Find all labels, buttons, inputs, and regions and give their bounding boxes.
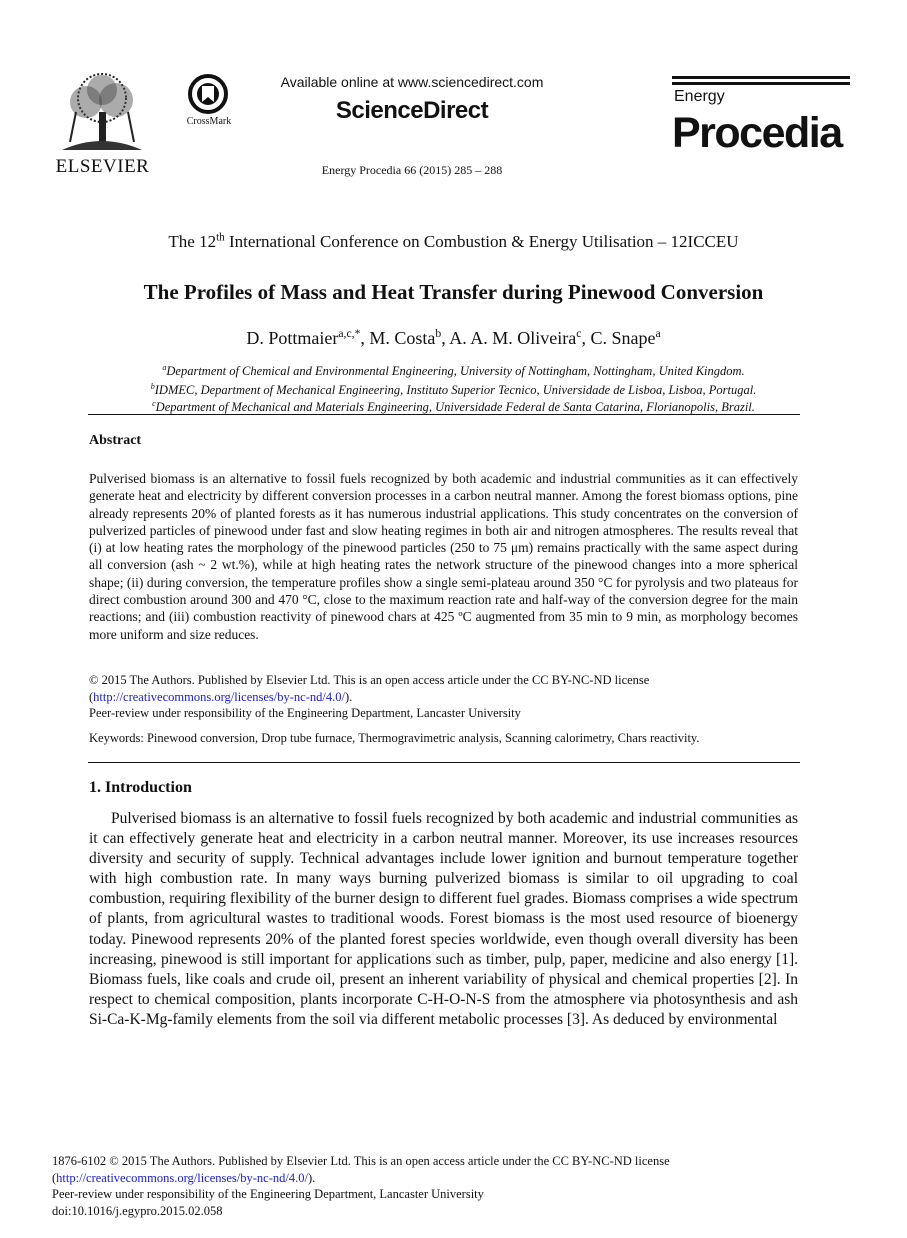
affiliation-mark: b (150, 381, 155, 391)
conference-rest: International Conference on Combustion & Energy Utilisation – 12ICCEU (224, 232, 739, 251)
author-name: M. Costa (369, 328, 436, 348)
keywords-text: Pinewood conversion, Drop tube furnace, Thermogravimetric analysis, Scanning calorimetry, Chars reactivity. (143, 731, 700, 745)
conference-prefix: The 12 (168, 232, 217, 251)
corresponding-author-mark[interactable]: * (354, 327, 361, 340)
author-affiliation-mark: b (435, 327, 442, 340)
crossmark-badge[interactable] (176, 74, 242, 136)
journal-logo-top: Energy (674, 88, 725, 105)
footer-license-link[interactable]: http://creativecommons.org/licenses/by-nc-nd/4.0/ (56, 1170, 308, 1185)
divider-top (88, 414, 800, 415)
author-separator: , (581, 328, 591, 348)
footer (52, 1153, 772, 1219)
affiliation-text: Department of Chemical and Environmental Engineering, University of Nottingham, Nottingham, United Kingdom. (166, 364, 745, 378)
crossmark-label: CrossMark (186, 116, 232, 127)
introduction-body: Pulverised biomass is an alternative to fossil fuels recognized by both academic and industrial communities as it can effectively generate heat and electricity in a carbon neutral manner. Moreover, its use increases resources diversity and security of supply. Technical advantages include lower ignition and burnout temperature together with high combustion rate. In many ways burning pulverized biomass is similar to oil upgrading to coal combustion, requiring flexibility of the burner design to different fuel grades. Biomass comprises a wide spectrum of plants, from agricultural wastes to traditional woods. Forest biomass is the most used resource of bioenergy today. Pinewood represents 20% of the planted forest species worldwide, even though overall diversity has been increasing, pinewood is still important for applications such as timber, pulp, paper, medicine and also energy [1]. Biomass fuels, like coals and crude oil, present an inherent variability of physical and chemical properties [2]. In respect to chemical composition, plants incorporate C-H-O-N-S from the atmosphere via photosynthesis and ash Si-Ca-K-Mg-family elements from the soil via different metabolic processes [3]. As deduced by environmental (89, 810, 798, 1028)
author-affiliation-mark: a,c, (338, 327, 355, 340)
journal-logo (672, 76, 852, 166)
author-list (60, 328, 847, 349)
crossmark-icon (188, 74, 228, 116)
available-online-text[interactable]: Available online at www.sciencedirect.com (280, 74, 544, 90)
license-line (89, 690, 352, 705)
paper-title: The Profiles of Mass and Heat Transfer during Pinewood Conversion (143, 280, 764, 304)
elsevier-tree-icon (56, 72, 148, 154)
affiliation (60, 364, 847, 379)
elsevier-logo (50, 72, 155, 178)
journal-logo-bottom: Procedia (672, 109, 842, 157)
license-close: ). (344, 690, 353, 704)
footer-peer-review: Peer-review under responsibility of the Engineering Department, Lancaster University (52, 1187, 484, 1201)
section-heading: 1. Introduction (89, 779, 192, 796)
license-link[interactable]: http://creativecommons.org/licenses/by-nc-nd/4.0/ (93, 690, 345, 704)
footer-license-close: ). (307, 1170, 316, 1185)
author-separator: , (441, 328, 450, 348)
sciencedirect-logo[interactable]: ScienceDirect (335, 97, 489, 124)
footer-license-open: ( (52, 1170, 57, 1185)
divider-bottom (88, 762, 800, 763)
affiliation-mark: a (162, 362, 167, 372)
peer-review-line: Peer-review under responsibility of the Engineering Department, Lancaster University (89, 706, 521, 720)
license-open: ( (89, 690, 94, 704)
footer-doi[interactable]: doi:10.1016/j.egypro.2015.02.058 (52, 1203, 223, 1218)
journal-reference: Energy Procedia 66 (2015) 285 – 288 (321, 163, 503, 177)
logo-rule (672, 76, 850, 79)
author-name: A. A. M. Oliveira (449, 328, 577, 348)
footer-license-line (52, 1170, 772, 1187)
publisher-name: ELSEVIER (55, 156, 150, 177)
author-separator: , (360, 328, 370, 348)
keywords (89, 731, 809, 746)
author-affiliation-mark: c (576, 327, 582, 340)
abstract-heading: Abstract (89, 433, 142, 448)
footer-issn-line: 1876-6102 © 2015 The Authors. Published by Elsevier Ltd. This is an open access article under the CC BY-NC-ND license (52, 1154, 670, 1168)
author-name: C. Snape (590, 328, 656, 348)
affiliation-text: IDMEC, Department of Mechanical Engineering, Instituto Superior Tecnico, Universidade de Lisboa, Lisboa, Portugal. (154, 383, 757, 397)
affiliation-mark: c (152, 398, 156, 408)
author-name: D. Pottmaier (246, 328, 339, 348)
logo-rule (672, 82, 850, 85)
affiliation (60, 383, 847, 398)
keywords-label: Keywords: (89, 731, 144, 745)
abstract-body: Pulverised biomass is an alternative to fossil fuels recognized by both academic and industrial communities as it can effectively generate heat and electricity by different conversion processes in a carbon neutral manner. Among the forest biomass options, pine already represents 20% of planted forests as it has numerous industrial applications. This study concentrates on the conversion of pulverized particles of pinewood under fast and slow heating regimes in both air and nitrogen atmospheres. The results reveal that (i) at low heating rates the morphology of the pinewood particles (250 to 75 μm) remains practically with the same aspect during all conversion (ash ~ 2 wt.%), while at high heating rates the network structure of the pinewood changes into a more spherical shape; (ii) during conversion, the temperature profiles show a single semi-plateau around 350 °C for pyrolysis and two plateaus for direct combustion around 300 and 470 °C, close to the maximum reaction rate and half-way of the conversion degree for the main reactions; and (iii) combustion reactivity of pinewood chars at 425 ºC augmented from 35 min to 9 min, as morphology becomes more uniform and size reduces. (89, 471, 798, 642)
conference-name (60, 232, 847, 252)
affiliation (60, 400, 847, 415)
copyright-line: © 2015 The Authors. Published by Elsevier Ltd. This is an open access article under the CC BY-NC-ND license (89, 673, 650, 687)
author-affiliation-mark: a (655, 327, 661, 340)
affiliation-text: Department of Mechanical and Materials Engineering, Universidade Federal de Santa Catarina, Florianopolis, Brazil. (155, 400, 755, 414)
conference-ordinal: th (216, 231, 225, 244)
